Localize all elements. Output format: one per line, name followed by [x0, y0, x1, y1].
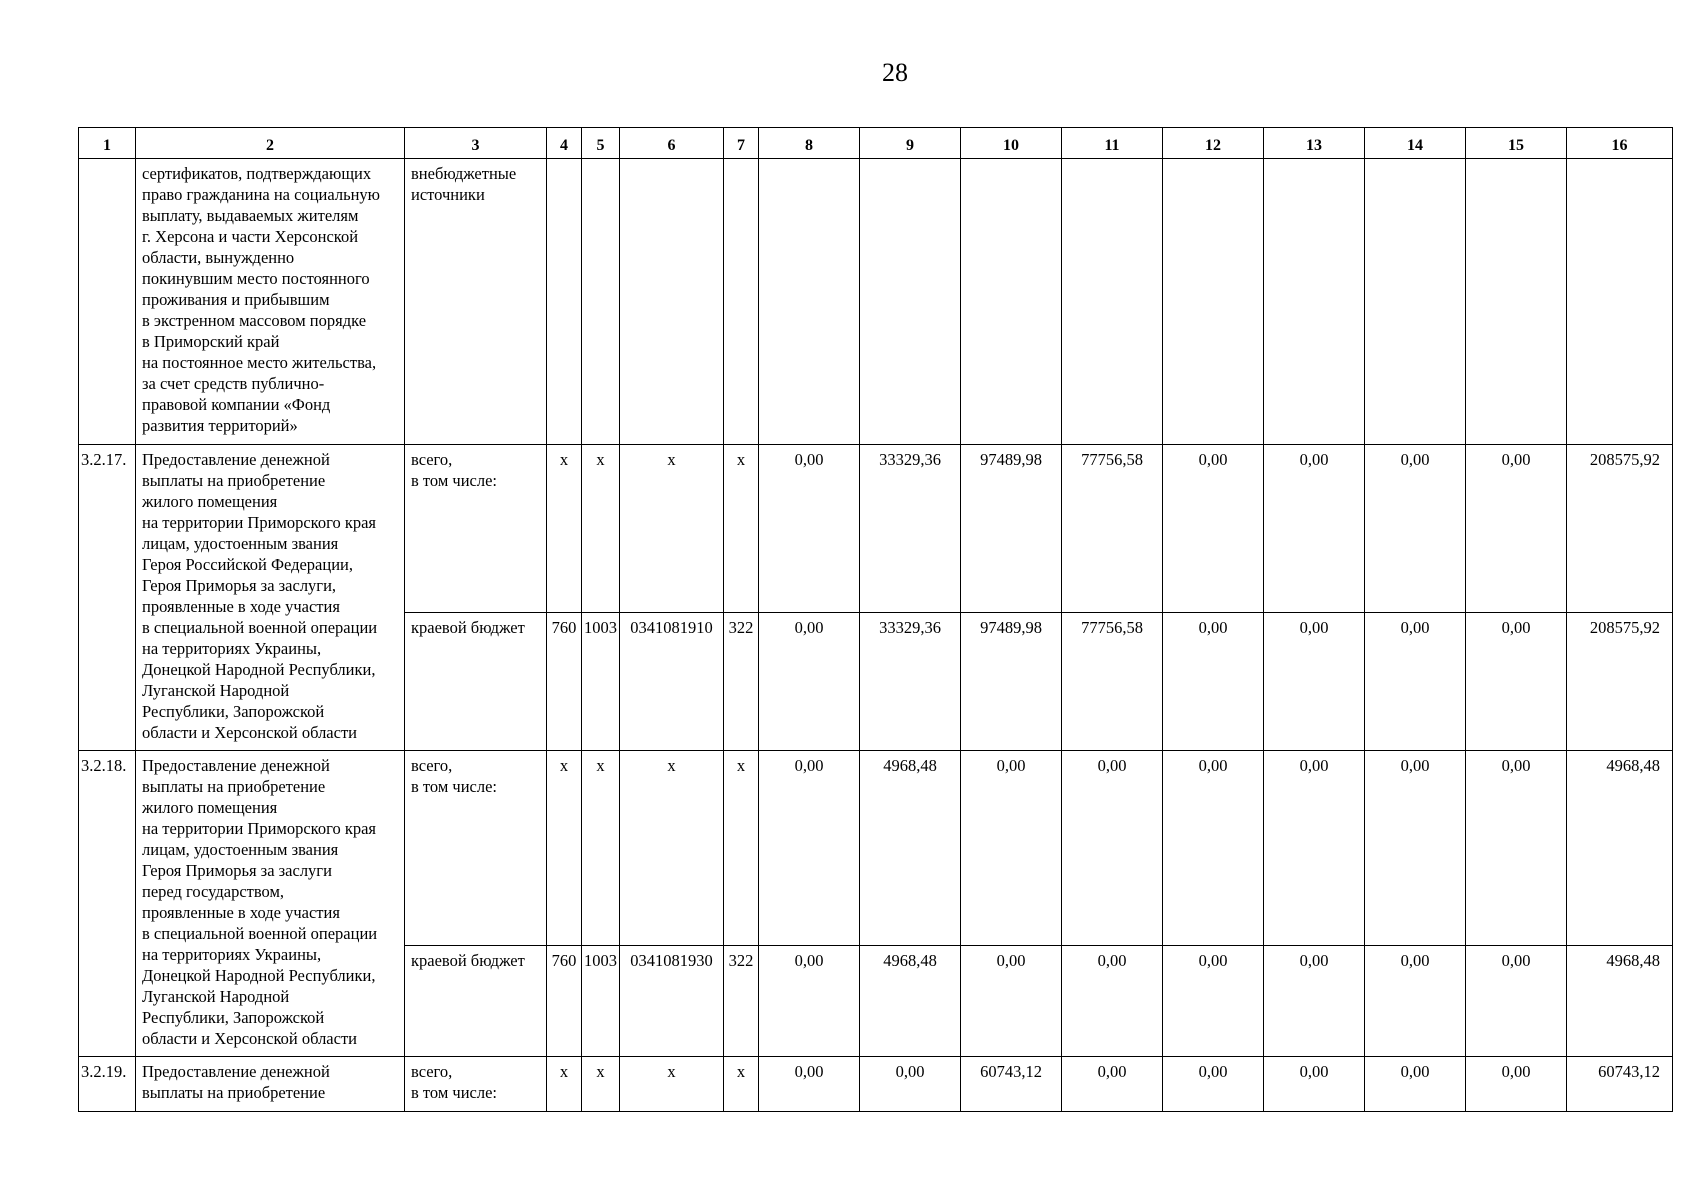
value-cell: 77756,58 — [1062, 613, 1163, 751]
value-cell: 0,00 — [1264, 613, 1365, 751]
cell-col4: x — [547, 751, 582, 946]
total-cell — [1567, 159, 1673, 445]
header-row — [79, 128, 1673, 159]
value-cell: 0,00 — [1163, 613, 1264, 751]
value-cell: 0,00 — [1466, 445, 1567, 613]
cell-col4: 760 — [547, 946, 582, 1057]
row-number: 3.2.19. — [79, 1057, 136, 1112]
value-cell: 0,00 — [759, 946, 860, 1057]
header-cell: 5 — [582, 128, 620, 159]
header-cell: 3 — [405, 128, 547, 159]
header-cell: 12 — [1163, 128, 1264, 159]
value-cell — [1365, 159, 1466, 445]
total-cell: 208575,92 — [1567, 613, 1673, 751]
measure-description: Предоставление денежной выплаты на приобретение жилого помещения на территории Приморского края лицам, удостоенным звания Героя Приморья за заслуги перед государством, проявленные в ходе участия в специальной военной операции на территориях Украины, Донецкой Народной Республики, Луганской Народной Республики, Запорожской области и Херсонской области — [136, 751, 405, 1057]
value-cell — [1264, 159, 1365, 445]
header-cell: 14 — [1365, 128, 1466, 159]
measure-description: Предоставление денежной выплаты на приобретение жилого помещения на территории Приморского края лицам, удостоенным звания Героя Российской Федерации, Героя Приморья за заслуги, проявленные в ходе участия в специальной военной операции на территориях Украины, Донецкой Народной Республики, Луганской Народной Республики, Запорожской области и Херсонской области — [136, 445, 405, 751]
header-cell: 8 — [759, 128, 860, 159]
value-cell: 4968,48 — [860, 946, 961, 1057]
cell-col6 — [620, 159, 724, 445]
table-row — [79, 751, 1673, 946]
total-cell: 4968,48 — [1567, 751, 1673, 946]
value-cell: 0,00 — [1466, 751, 1567, 946]
value-cell: 0,00 — [1365, 445, 1466, 613]
value-cell — [1062, 159, 1163, 445]
value-cell: 0,00 — [1062, 946, 1163, 1057]
row-number — [79, 159, 136, 445]
value-cell — [1163, 159, 1264, 445]
value-cell: 0,00 — [1264, 1057, 1365, 1112]
cell-col6: x — [620, 751, 724, 946]
funding-source: внебюджетные источники — [405, 159, 547, 445]
total-cell: 208575,92 — [1567, 445, 1673, 613]
cell-col5: 1003 — [582, 613, 620, 751]
header-cell: 16 — [1567, 128, 1673, 159]
value-cell: 0,00 — [1365, 751, 1466, 946]
header-cell: 13 — [1264, 128, 1365, 159]
value-cell: 0,00 — [1466, 1057, 1567, 1112]
value-cell: 0,00 — [759, 751, 860, 946]
value-cell — [759, 159, 860, 445]
value-cell: 0,00 — [1163, 946, 1264, 1057]
table-row — [79, 159, 1673, 445]
funding-source: всего, в том числе: — [405, 751, 547, 946]
value-cell: 77756,58 — [1062, 445, 1163, 613]
cell-col7: x — [724, 751, 759, 946]
cell-col7 — [724, 159, 759, 445]
value-cell: 0,00 — [759, 1057, 860, 1112]
cell-col7: 322 — [724, 613, 759, 751]
value-cell — [860, 159, 961, 445]
value-cell: 33329,36 — [860, 613, 961, 751]
value-cell: 0,00 — [961, 946, 1062, 1057]
funding-source: краевой бюджет — [405, 613, 547, 751]
value-cell: 0,00 — [759, 613, 860, 751]
row-number: 3.2.18. — [79, 751, 136, 1057]
value-cell: 0,00 — [1062, 1057, 1163, 1112]
measure-description: Предоставление денежной выплаты на приобретение — [136, 1057, 405, 1112]
value-cell: 0,00 — [860, 1057, 961, 1112]
value-cell: 97489,98 — [961, 445, 1062, 613]
value-cell — [1466, 159, 1567, 445]
row-number: 3.2.17. — [79, 445, 136, 751]
value-cell: 0,00 — [1163, 445, 1264, 613]
cell-col4: x — [547, 445, 582, 613]
total-cell: 60743,12 — [1567, 1057, 1673, 1112]
value-cell: 0,00 — [759, 445, 860, 613]
value-cell: 0,00 — [1163, 751, 1264, 946]
header-cell: 7 — [724, 128, 759, 159]
value-cell: 97489,98 — [961, 613, 1062, 751]
cell-col4 — [547, 159, 582, 445]
cell-col6: 0341081910 — [620, 613, 724, 751]
header-cell: 4 — [547, 128, 582, 159]
value-cell: 33329,36 — [860, 445, 961, 613]
cell-col4: 760 — [547, 613, 582, 751]
value-cell: 4968,48 — [860, 751, 961, 946]
cell-col7: x — [724, 445, 759, 613]
cell-col6: x — [620, 1057, 724, 1112]
value-cell: 0,00 — [1466, 946, 1567, 1057]
value-cell: 0,00 — [1264, 946, 1365, 1057]
value-cell: 0,00 — [1466, 613, 1567, 751]
header-cell: 1 — [79, 128, 136, 159]
cell-col6: x — [620, 445, 724, 613]
header-cell: 15 — [1466, 128, 1567, 159]
header-cell: 2 — [136, 128, 405, 159]
value-cell — [961, 159, 1062, 445]
page-number: 28 — [882, 58, 908, 87]
total-cell: 4968,48 — [1567, 946, 1673, 1057]
cell-col5: 1003 — [582, 946, 620, 1057]
cell-col7: x — [724, 1057, 759, 1112]
header-cell: 6 — [620, 128, 724, 159]
table-row — [79, 1057, 1673, 1112]
cell-col5 — [582, 159, 620, 445]
cell-col7: 322 — [724, 946, 759, 1057]
measure-description: сертификатов, подтверждающих право гражданина на социальную выплату, выдаваемых жителям г. Херсона и части Херсонской области, вынужденно покинувшим место постоянного проживания и прибывшим в экстренном массовом порядке в Приморский край на постоянное место жительства, за счет средств публично- правовой компании «Фонд развития территорий» — [136, 159, 405, 445]
cell-col6: 0341081930 — [620, 946, 724, 1057]
cell-col4: x — [547, 1057, 582, 1112]
cell-col5: x — [582, 751, 620, 946]
budget-table — [78, 127, 1673, 1112]
funding-source: всего, в том числе: — [405, 1057, 547, 1112]
value-cell: 0,00 — [1264, 751, 1365, 946]
header-cell: 10 — [961, 128, 1062, 159]
value-cell: 0,00 — [1062, 751, 1163, 946]
header-cell: 11 — [1062, 128, 1163, 159]
value-cell: 0,00 — [1365, 1057, 1466, 1112]
value-cell: 60743,12 — [961, 1057, 1062, 1112]
table-row — [79, 445, 1673, 613]
cell-col5: x — [582, 1057, 620, 1112]
value-cell: 0,00 — [961, 751, 1062, 946]
value-cell: 0,00 — [1365, 613, 1466, 751]
value-cell: 0,00 — [1365, 946, 1466, 1057]
funding-source: краевой бюджет — [405, 946, 547, 1057]
value-cell: 0,00 — [1163, 1057, 1264, 1112]
header-cell: 9 — [860, 128, 961, 159]
cell-col5: x — [582, 445, 620, 613]
funding-source: всего, в том числе: — [405, 445, 547, 613]
value-cell: 0,00 — [1264, 445, 1365, 613]
